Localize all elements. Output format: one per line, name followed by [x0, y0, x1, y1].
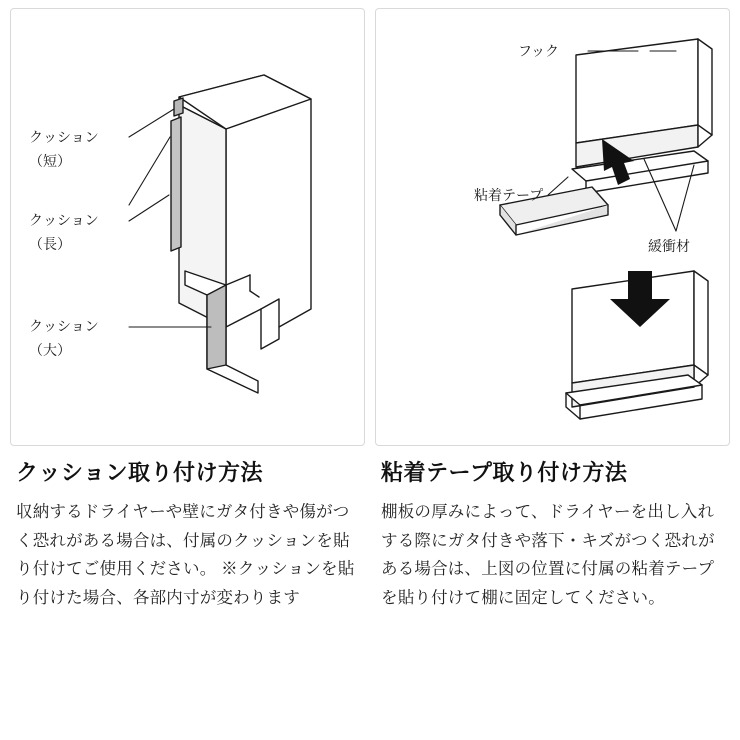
label-cushion-long-line1: クッション [29, 212, 99, 228]
label-cushion-large-line1: クッション [29, 318, 99, 334]
leader-line-cushion-long-2 [129, 137, 170, 205]
leader-line-cushion-material-2 [676, 165, 694, 231]
caption-title-cushion: クッション取り付け方法 [16, 460, 264, 485]
label-adhesive-tape: 粘着テープ [474, 187, 544, 203]
caption-body-tape: 棚板の厚みによって、ドライヤーを出し入れする際にガタ付きや落下・キズがつく恐れがある場合は、上図の位置に付属の粘着テープを貼り付けて棚に固定してください。 [381, 503, 715, 607]
label-cushion-material: 緩衝材 [648, 238, 690, 254]
label-cushion-long-line2: （長） [29, 236, 71, 252]
figure-cushion [10, 8, 365, 446]
panels-row [10, 8, 730, 612]
cushion-diagram-svg [11, 9, 364, 445]
leader-line-cushion-long [129, 195, 169, 221]
label-cushion-large-line2: （大） [29, 342, 71, 358]
leader-line-cushion-short [129, 109, 174, 137]
panel-tape [375, 8, 730, 612]
cushion-short-piece [174, 98, 183, 116]
label-cushion-short-line2: （短） [29, 153, 71, 169]
caption-cushion [10, 446, 365, 612]
label-cushion-short-line1: クッション [29, 129, 99, 145]
panel-cushion [10, 8, 365, 612]
caption-tape [375, 446, 730, 612]
leader-line-cushion-material-1 [644, 159, 676, 231]
caption-title-tape: 粘着テープ取り付け方法 [381, 460, 628, 485]
figure-tape [375, 8, 730, 446]
cushion-long-piece [171, 117, 181, 251]
tape-diagram-svg [376, 9, 729, 445]
caption-body-cushion: 収納するドライヤーや壁にガタ付きや傷がつく恐れがある場合は、付属のクッションを貼り付けてご使用ください。 ※クッションを貼り付けた場合、各部内寸が変わります [16, 503, 355, 607]
label-hook: フック [518, 43, 560, 59]
